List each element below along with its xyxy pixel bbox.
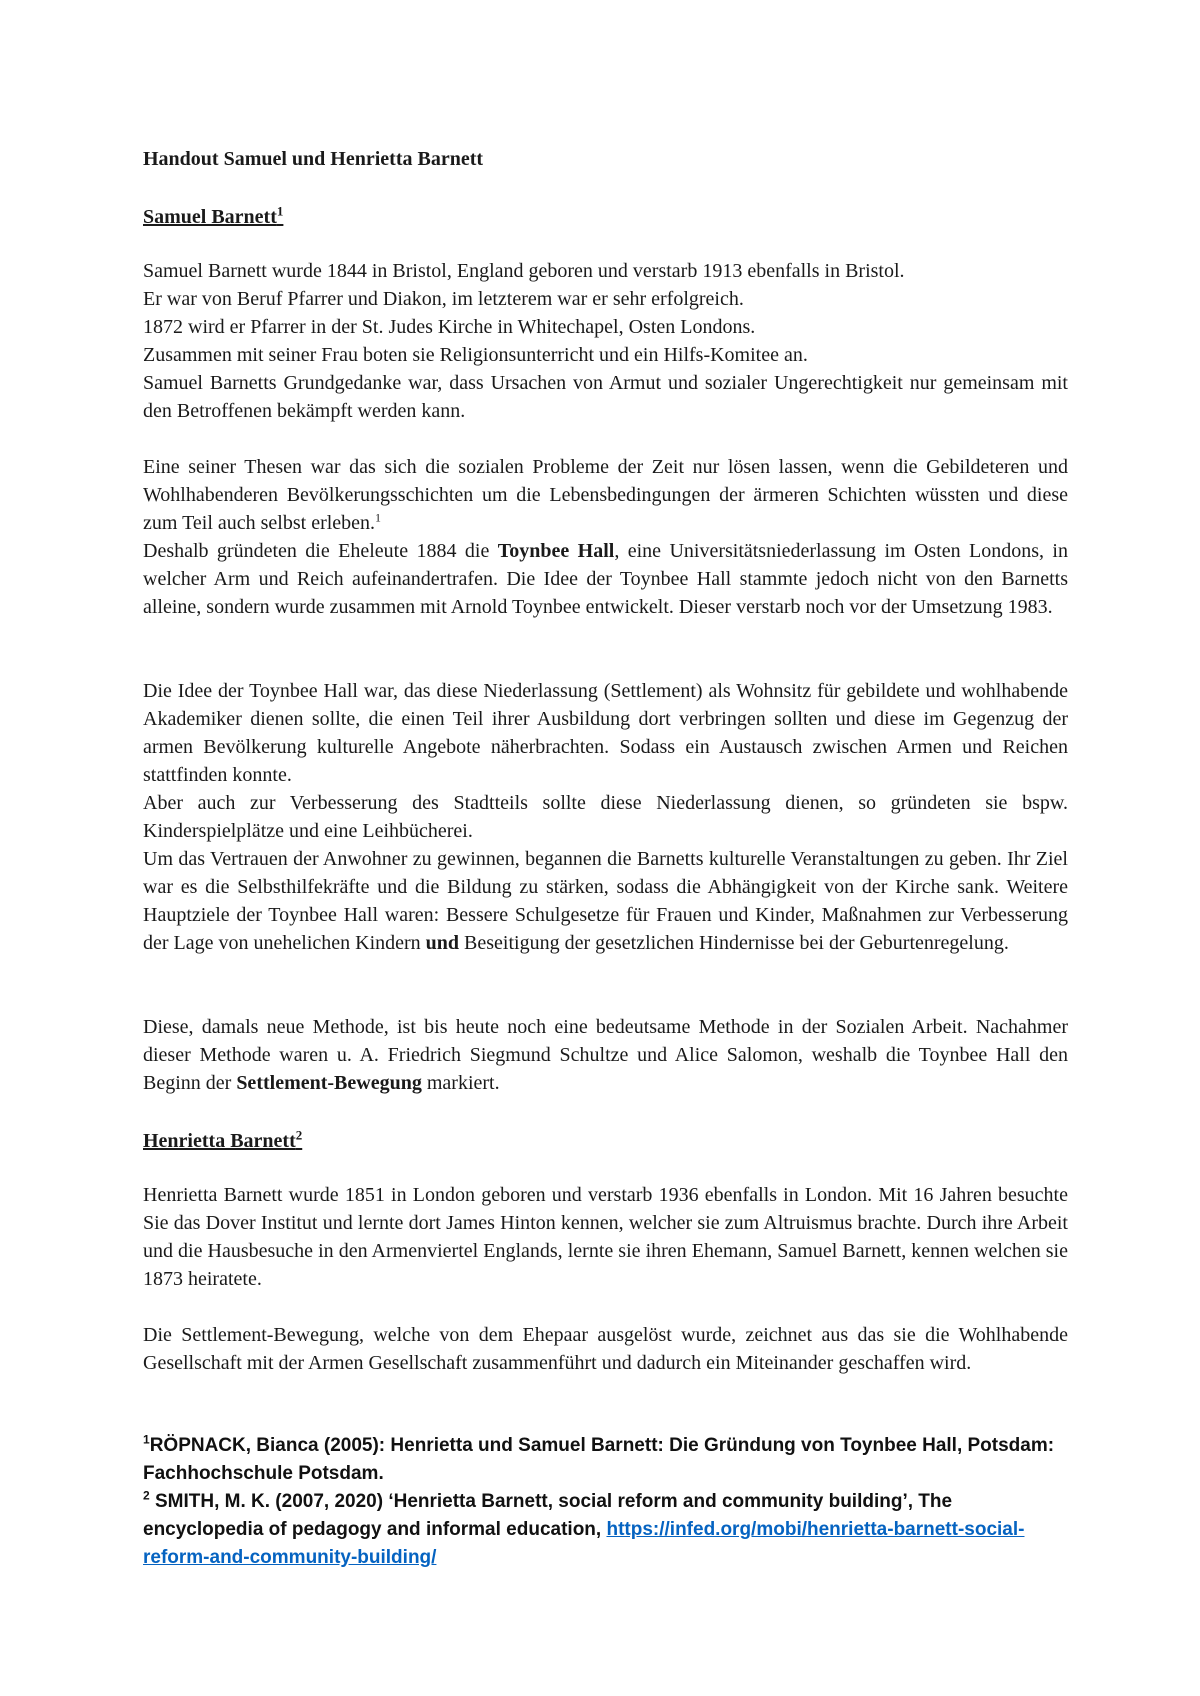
- footnote-2: [143, 1488, 1068, 1572]
- henrietta-settlement-paragraph: Die Settlement-Bewegung, welche von dem Ehepaar ausgelöst wurde, zeichnet aus das sie die Wohlhabende Gesellschaft mit der Armen Gesellschaft zusammenführt und dadurch ein Miteinander geschaffen wird.: [143, 1324, 1068, 1374]
- footnote-1: [143, 1432, 1068, 1488]
- document-title: Handout Samuel und Henrietta Barnett: [143, 148, 484, 170]
- settlement-movement-term: Settlement-Bewegung: [236, 1072, 422, 1094]
- footnote-2-ref: 2: [143, 1488, 150, 1503]
- method-block: [143, 1013, 1068, 1097]
- toynbee-hall-term: Toynbee Hall: [497, 540, 615, 562]
- method-paragraph: [143, 1013, 1068, 1097]
- henrietta-heading-footnote-ref: 2: [295, 1127, 303, 1143]
- samuel-intro-line-3: 1872 wird er Pfarrer in der St. Judes Kirche in Whitechapel, Osten Londons.: [143, 316, 756, 338]
- samuel-theses-block: [143, 453, 1068, 621]
- toynbee-founding-text-a: Deshalb gründeten die Eheleute 1884 die: [143, 540, 498, 562]
- method-text-b: markiert.: [421, 1072, 500, 1094]
- henrietta-heading: [143, 1128, 302, 1154]
- toynbee-district-paragraph: Aber auch zur Verbesserung des Stadtteils sollte diese Niederlassung dienen, so gründeten sie bspw. Kinderspielplätze und eine Leihbücherei.: [143, 792, 1068, 842]
- footnote-1-ref: 1: [143, 1432, 150, 1447]
- method-text-a: Diese, damals neue Methode, ist bis heute noch eine bedeutsame Methode in der Sozialen Arbeit. Nachahmer dieser Methode waren u. A. Friedrich Siegmund Schultze und Alice Salomon, weshalb die Toynbee Hall den Beginn der: [143, 1016, 1068, 1094]
- toynbee-idea-block: [143, 677, 1068, 957]
- samuel-intro-block: [143, 257, 1068, 425]
- toynbee-idea-paragraph: Die Idee der Toynbee Hall war, das diese Niederlassung (Settlement) als Wohnsitz für gebildete und wohlhabende Akademiker dienen sollte, die einen Teil ihrer Ausbildung dort verbringen sollten und diese im Gegenzug der armen Bevölkerung kulturelle Angebote näherbrachten. Sodass ein Austausch zwischen Armen und Reichen stattfinden konnte.: [143, 680, 1068, 786]
- samuel-theses-paragraph: [143, 453, 1068, 537]
- samuel-heading-footnote-ref: 1: [276, 203, 284, 219]
- henrietta-heading-text: Henrietta Barnett: [143, 1130, 296, 1152]
- toynbee-founding-paragraph: [143, 537, 1068, 621]
- samuel-intro-line-2: Er war von Beruf Pfarrer und Diakon, im letzterem war er sehr erfolgreich.: [143, 288, 744, 310]
- footnotes: [143, 1432, 1068, 1572]
- samuel-intro-line-1: Samuel Barnett wurde 1844 in Bristol, England geboren und verstarb 1913 ebenfalls in Bristol.: [143, 260, 905, 282]
- toynbee-goals-text-a: Um das Vertrauen der Anwohner zu gewinnen, begannen die Barnetts kulturelle Veranstaltungen zu geben. Ihr Ziel war es die Selbsthilfekräfte und die Bildung zu stärken, sodass die Abhängigkeit von der Kirche sank. Weitere Hauptziele der Toynbee Hall waren: Bessere Schulgesetze für Frauen und Kinder, Maßnahmen zur Verbesserung der Lage von unehelichen Kindern: [143, 848, 1068, 954]
- henrietta-bio-paragraph: Henrietta Barnett wurde 1851 in London geboren und verstarb 1936 ebenfalls in London. Mit 16 Jahren besuchte Sie das Dover Institut und lernte dort James Hinton kennen, welcher sie zum Altruismus brachte. Durch ihre Arbeit und die Hausbesuche in den Armenviertel Englands, lernte sie ihren Ehemann, Samuel Barnett, kennen welchen sie 1873 heiratete.: [143, 1184, 1068, 1290]
- samuel-intro-line-5: Samuel Barnetts Grundgedanke war, dass Ursachen von Armut und sozialer Ungerechtigkeit nur gemeinsam mit den Betroffenen bekämpft werden kann.: [143, 372, 1068, 422]
- toynbee-goals-bold-und: und: [425, 932, 460, 954]
- henrietta-bio-block: [143, 1181, 1068, 1293]
- toynbee-goals-text-b: Beseitigung der gesetzlichen Hindernisse bei der Geburtenregelung.: [459, 932, 1009, 954]
- toynbee-founding-text-b: , eine Universitätsniederlassung im Osten Londons, in welcher Arm und Reich aufeinandertrafen. Die Idee der Toynbee Hall stammte jedoch nicht von den Barnetts alleine, sondern wurde zusammen mit Arnold Toynbee entwickelt. Dieser verstarb noch vor der Umsetzung 1983.: [143, 540, 1068, 618]
- samuel-theses-text: Eine seiner Thesen war das sich die sozialen Probleme der Zeit nur lösen lassen, wenn die Gebildeteren und Wohlhabenderen Bevölkerungsschichten um die Lebensbedingungen der ärmeren Schichten wüssten und diese zum Teil auch selbst erleben.: [143, 456, 1068, 534]
- samuel-intro-line-4: Zusammen mit seiner Frau boten sie Religionsunterricht und ein Hilfs-Komitee an.: [143, 344, 808, 366]
- footnote-2-text: SMITH, M. K. (2007, 2020) ‘Henrietta Barnett, social reform and community building’, The encyclopedia of pedagogy and informal education,: [143, 1491, 953, 1540]
- samuel-heading-text: Samuel Barnett: [143, 206, 277, 228]
- samuel-theses-footnote-ref: 1: [375, 510, 382, 525]
- samuel-heading: [143, 204, 283, 230]
- footnote-1-text: RÖPNACK, Bianca (2005): Henrietta und Samuel Barnett: Die Gründung von Toynbee Hall, Potsdam: Fachhochschule Potsdam.: [143, 1435, 1055, 1484]
- footnote-2-link[interactable]: https://infed.org/mobi/henrietta-barnett-social-reform-and-community-building/: [143, 1519, 1025, 1568]
- henrietta-settlement-block: [143, 1321, 1068, 1377]
- toynbee-goals-paragraph: [143, 845, 1068, 957]
